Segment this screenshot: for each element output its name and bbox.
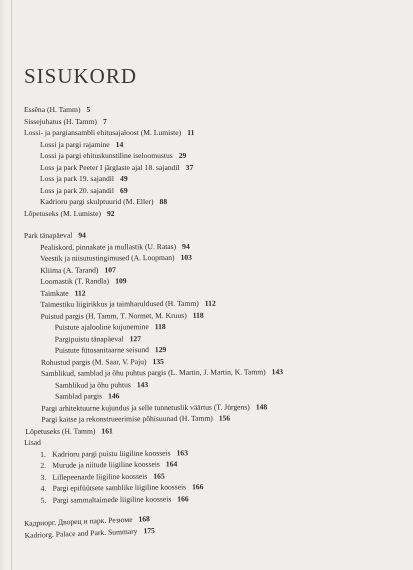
toc-section-park-today [24,227,410,437]
toc-entry-title: Loss ja park Peeter I järglaste ajal 18. sajandil [40,162,180,172]
toc-entry-number: 5. [40,495,47,505]
toc-entry-title: Puistud pargis (H. Tamm, T. Normet, M. Kruus) [40,310,187,321]
toc-entry-title: Puistute ajalooline kujunemine [54,322,149,332]
toc-entry-title: Samblikud, samblad ja õhu puhtus pargis (L. Martin, J. Martin, K. Tamm) [40,367,266,378]
toc-entry-number: 4. [40,483,47,493]
toc-entry-title: Кадриорг. Дворец и парк. Резюме [24,514,133,528]
toc-entry [24,127,409,139]
toc-entry-title: Samblikud ja õhu puhtus [55,379,131,390]
toc-entry-page: 161 [101,425,113,435]
toc-entry-number: 1. [40,449,46,459]
toc-entry-page: 156 [218,413,231,423]
toc-entry-title: Veestik ja niisutustingimused (A. Loopman) [40,252,175,263]
toc-entry-title: Samblad pargis [55,391,103,401]
toc-entry-title: Essēna (H. Tamm) [24,105,81,114]
toc-entry-page: 7 [102,116,107,126]
toc-entry-number: 3. [40,472,47,482]
toc-entry-page: 166 [192,482,204,492]
toc-entry-title: Pealiskord, pinnakate ja mullastik (U. Ratas) [40,241,177,252]
toc-entry [24,150,409,162]
toc-entry-title: Pargi arhitektuurne kujundus ja selle tunnetuslik väärtus (T. Jürgens) [41,401,250,413]
toc-entry-page: 107 [104,264,116,274]
toc-entry-title: Rohustud pargis (M. Saar, V. Paju) [40,356,147,367]
toc-entry [24,116,409,128]
toc-entry-page: 94 [78,230,86,240]
toc-entry-title: Lõpetuseks (M. Lumiste) [24,208,101,218]
toc-entry-title: Sissejuhatus (H. Tamm) [24,116,97,126]
toc-entry-page: 118 [154,322,166,332]
toc-entry-title: Lossi ja pargi rajamine [40,139,110,149]
toc-entry-page: 11 [187,128,195,137]
toc-entry-page: 168 [138,514,151,524]
toc-entry-page: 112 [204,298,216,308]
toc-entry-title: Kadriorg. Palace and Park. Summary [24,526,138,540]
toc-entry [24,173,409,185]
toc-entry-page: 94 [182,241,190,251]
toc-entry-page: 69 [120,185,128,195]
toc-entry-page: 88 [159,197,168,206]
toc-entry [24,162,409,174]
toc-entry-title: Lõpetuseks (H. Tamm) [25,426,96,436]
toc-entry [24,104,409,116]
toc-entry-title: Loss ja park 20. sajandil [40,185,115,195]
toc-entry-page: 112 [74,288,86,298]
toc-entry-page: 109 [115,276,127,286]
toc-entry-title: Pargi sammaltaimede liigiline koosseis [52,493,172,505]
toc-entry-page: 29 [178,151,187,160]
toc-entry-title: Taimestiku liigirikkus ja taimharuldused (H. Tamm) [40,298,199,309]
toc-entry-title: Murude ja niitude liigiline koosseis [52,459,160,470]
toc-entry-number: 2. [40,460,47,470]
toc-section-summaries [24,503,410,541]
toc-entry-page: 165 [153,471,165,481]
toc-entry-title: Lillepeenarde liigiline koosseis [52,471,148,482]
toc-entry-title: Kadrioru pargi puistu liigiline koosseis [52,447,171,459]
toc-entry-page: 14 [115,139,124,149]
toc-entry-page: 127 [129,333,142,343]
toc-entry-page: 164 [165,459,178,469]
toc-entry-page: 129 [154,345,167,355]
toc-entry-page: 135 [152,356,164,366]
toc-entry-title: Loomastik (T. Randla) [40,276,110,286]
toc-entry-title: Pargi kaitse ja rekonstrueerimise põhisuunad (H. Tamm) [41,413,213,424]
toc-section-appendices [24,433,410,506]
toc-entry [24,196,409,208]
toc-entry-page: 103 [180,252,192,262]
toc-entry-title: Pargi epifüütsete samblike liigiline koosseis [52,482,187,493]
toc-entry-title: Kadrioru pargi skulptuurid (M. Eller) [40,197,154,206]
toc-entry-title: Pargipuistu tänapäeval [54,333,124,344]
toc-entry-page: 148 [255,401,268,411]
toc-entry-page: 146 [108,391,120,401]
toc-entry [24,139,409,151]
toc-entry-page: 92 [106,208,115,218]
toc-entry-page: 118 [192,310,204,320]
toc-entry-title: Park tänapäeval [24,230,73,240]
toc-entry-title: Lossi- ja pargiansambli ehitusajaloost (M. Lumiste) [24,128,182,137]
toc-entry-title: Taimkate [40,288,69,298]
page-binding-edge [11,0,12,570]
toc-entry-page: 143 [271,367,284,377]
toc-entry-title: Lisad [24,437,41,447]
toc-entry-page: 37 [185,162,194,172]
toc-entry-title: Lossi ja pargi ehituskunstiline iseloomustus [40,151,173,160]
page-title: SISUKORD [24,64,138,88]
toc-entry-page: 175 [143,525,156,535]
toc-entry-page: 143 [136,379,149,389]
toc-entry [24,185,409,197]
toc-entry-title: Kliima (A. Tarand) [40,264,99,275]
toc-entry-title: Loss ja park 19. sajandil [40,174,115,183]
toc-entry-page: 49 [120,174,128,183]
toc-entry-page: 166 [177,493,189,503]
toc-entry-page: 5 [86,105,91,114]
toc-section-history [24,104,409,219]
toc-entry-title: Puistute fütosanitaarne seisund [54,345,149,355]
toc-entry [24,208,409,220]
toc-entry-page: 163 [176,447,189,457]
